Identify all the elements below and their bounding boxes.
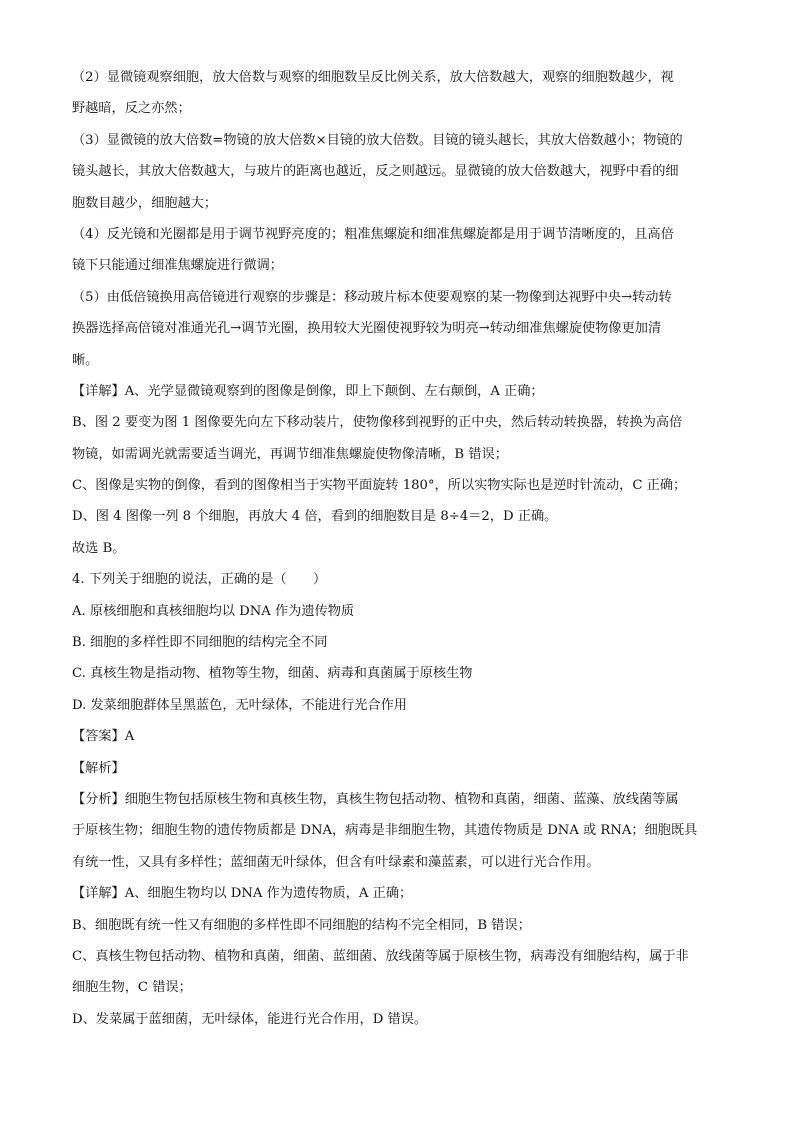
- detail-line: 【详解】A、光学显微镜观察到的图像是倒像，即上下颠倒、左右颠倒，A 正确；: [72, 383, 544, 399]
- text-line: C、真核生物包括动物、植物和真菌，细菌、蓝细菌、放线菌等属于原核生物，病毒没有细胞结构，属于非: [72, 948, 689, 964]
- detail-line: 【详解】A、细胞生物均以 DNA 作为遗传物质，A 正确；: [72, 886, 413, 902]
- text-line: 细胞生物，C 错误；: [72, 980, 192, 996]
- answer-label: 【答案】A: [72, 729, 135, 745]
- text-line: 换器选择高倍镜对准通光孔→调节光圈，换用较大光圈使视野较为明亮→转动细准焦螺旋使物像更加清: [72, 321, 662, 337]
- analysis-label: 【解析】: [72, 760, 125, 776]
- text-line: D、图 4 图像一列 8 个细胞，再放大 4 倍，看到的细胞数目是 8÷4＝2，D 正确。: [72, 509, 558, 525]
- option-c: C. 真核生物是指动物、植物等生物，细菌、病毒和真菌属于原核生物: [72, 666, 473, 682]
- text-line: 野越暗，反之亦然；: [72, 101, 191, 117]
- text-line: B、图 2 要变为图 1 图像要先向左下移动装片，使物像移到视野的正中央，然后转动转换器，转换为高倍: [72, 415, 683, 431]
- document-page: [72, 62, 732, 1035]
- answer-choice-line: 故选 B。: [72, 540, 126, 556]
- text-line: 胞数目越少，细胞越大；: [72, 195, 218, 211]
- text-line: B、细胞既有统一性又有细胞的多样性即不同细胞的结构不完全相同，B 错误；: [72, 917, 531, 933]
- option-a: A. 原核细胞和真核细胞均以 DNA 作为遗传物质: [72, 603, 355, 619]
- text-line: 镜头越长，其放大倍数越大，与玻片的距离也越近，反之则越远。显微镜的放大倍数越大，视野中看的细: [72, 164, 679, 180]
- analysis-line: 【分析】细胞生物包括原核生物和真核生物，真核生物包括动物、植物和真菌，细菌、蓝藻、放线菌等属: [72, 791, 679, 807]
- option-b: B. 细胞的多样性即不同细胞的结构完全不同: [72, 635, 328, 651]
- text-line: （2）显微镜观察细胞，放大倍数与观察的细胞数呈反比例关系，放大倍数越大，观察的细胞数越少，视: [72, 70, 674, 85]
- text-line: 有统一性，又具有多样性；蓝细菌无叶绿体，但含有叶绿素和藻蓝素，可以进行光合作用。: [72, 854, 600, 870]
- question-title: 4. 下列关于细胞的说法，正确的是（ ）: [72, 572, 327, 588]
- text-line: 物镜，如需调光就需要适当调光，再调节细准焦螺旋使物像清晰，B 错误；: [72, 446, 508, 462]
- text-line: 晰。: [72, 352, 99, 368]
- text-line: （4）反光镜和光圈都是用于调节视野亮度的；粗准焦螺旋和细准焦螺旋都是用于调节清晰度的，且高倍: [72, 226, 674, 242]
- text-line: C、图像是实物的倒像，看到的图像相当于实物平面旋转 180°，所以实物实际也是逆时针流动，C 正确；: [72, 478, 687, 494]
- text-line: 于原核生物；细胞生物的遗传物质都是 DNA，病毒是非细胞生物，其遗传物质是 DNA 或 RNA；细胞既具: [72, 823, 698, 839]
- text-line: （5）由低倍镜换用高倍镜进行观察的步骤是：移动玻片标本使要观察的某一物像到达视野中央→转动转: [72, 289, 672, 305]
- text-line: D、发菜属于蓝细菌，无叶绿体，能进行光合作用，D 错误。: [72, 1011, 428, 1027]
- text-line: （3）显微镜的放大倍数=物镜的放大倍数×目镜的放大倍数。目镜的镜头越长，其放大倍数越小；物镜的: [72, 132, 683, 148]
- option-d: D. 发菜细胞群体呈黑蓝色，无叶绿体，不能进行光合作用: [72, 697, 407, 713]
- text-line: 镜下只能通过细准焦螺旋进行微调；: [72, 258, 283, 274]
